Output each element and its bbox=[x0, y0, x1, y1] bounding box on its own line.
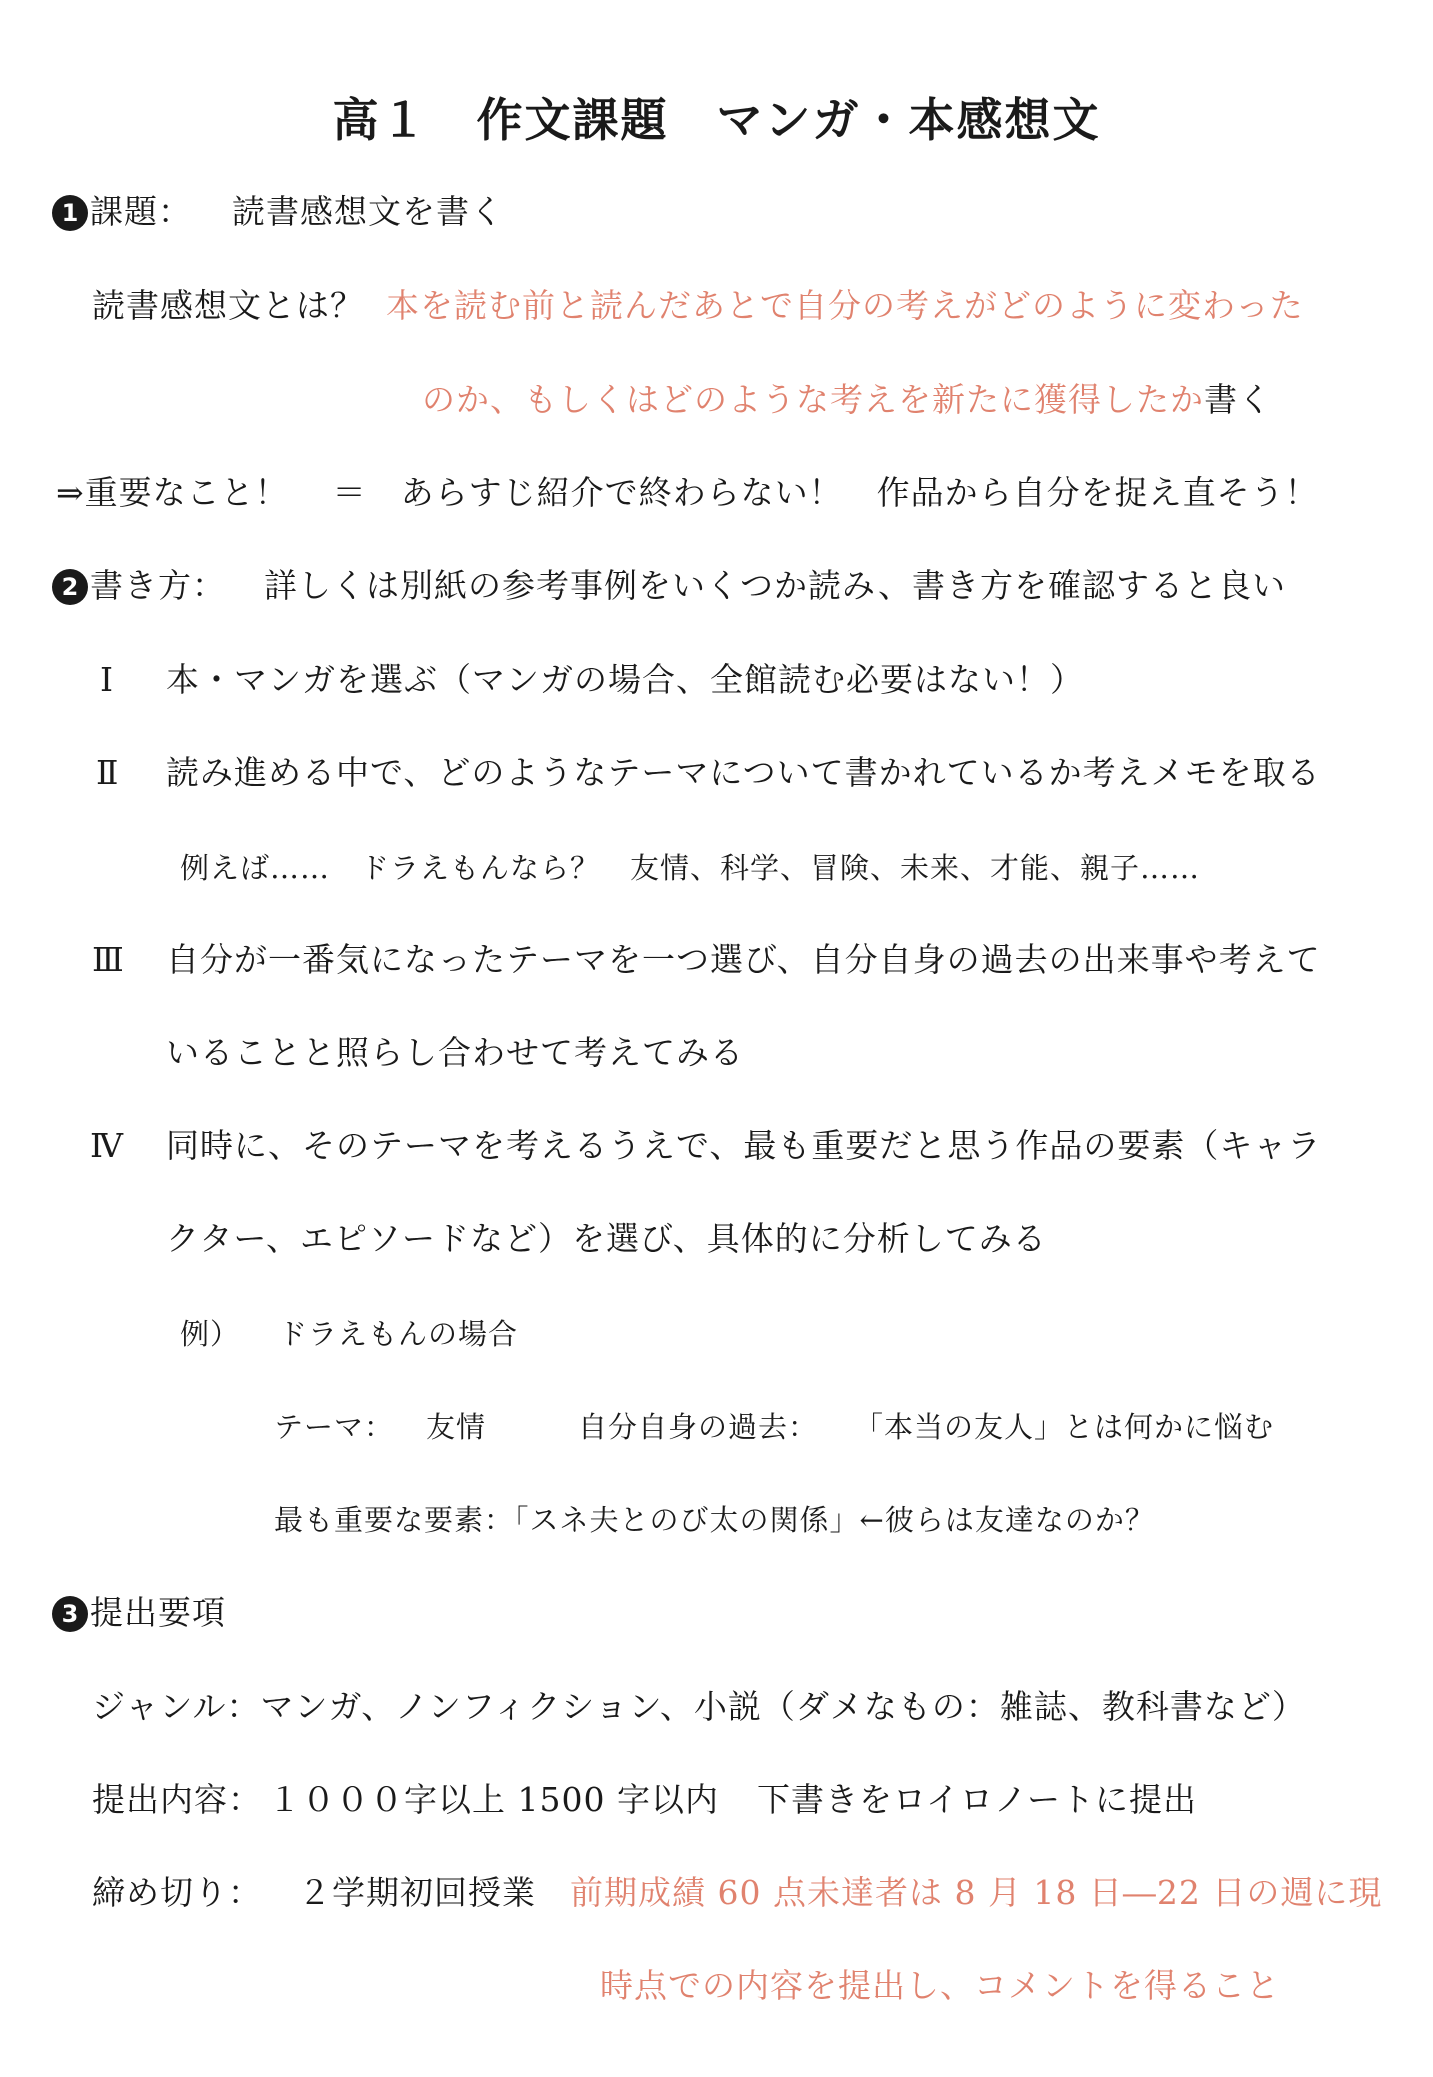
theme-value: 友情 bbox=[426, 1410, 487, 1444]
definition-line-1 bbox=[92, 286, 1304, 326]
step1-line bbox=[100, 660, 1084, 700]
important-1: あらすじ紹介で終わらない！ bbox=[400, 473, 843, 512]
step3-text-2: いることと照らし合わせて考えてみる bbox=[166, 1033, 744, 1072]
past-label: 自分自身の過去： bbox=[578, 1410, 819, 1444]
section2-number-badge: 2 bbox=[52, 569, 88, 605]
example-element-line bbox=[274, 1500, 1155, 1540]
example-label: 例） bbox=[180, 1317, 241, 1351]
important-eq: ＝ bbox=[332, 473, 367, 512]
step4-line-1 bbox=[90, 1126, 1321, 1166]
important-line bbox=[56, 473, 1319, 513]
content-label: 提出内容： bbox=[92, 1780, 262, 1819]
definition-line-2 bbox=[422, 380, 1272, 420]
deadline-value: ２学期初回授業 bbox=[298, 1873, 536, 1912]
step1-text: 本・マンガを選ぶ（マンガの場合、全館読む必要はない！） bbox=[166, 660, 1084, 699]
content-note: 下書きをロイロノートに提出 bbox=[756, 1780, 1197, 1819]
important-label: ⇒重要なこと！ bbox=[56, 473, 289, 512]
step1-number: Ⅰ bbox=[100, 660, 115, 699]
step2-line bbox=[96, 753, 1321, 793]
definition-red-2: のか、もしくはどのような考えを新たに獲得したか bbox=[422, 380, 1204, 419]
deadline-line-2 bbox=[600, 1966, 1280, 2006]
step4-number: Ⅳ bbox=[90, 1126, 124, 1165]
step4-line-2 bbox=[166, 1219, 1047, 1259]
step3-line-2 bbox=[166, 1033, 744, 1073]
section3-heading-line bbox=[52, 1593, 226, 1633]
important-2: 作品から自分を捉え直そう！ bbox=[876, 473, 1319, 512]
example-title: ドラえもんの場合 bbox=[278, 1317, 519, 1351]
step3-text-1: 自分が一番気になったテーマを一つ選び、自分自身の過去の出来事や考えて bbox=[166, 940, 1321, 979]
title-part-1: 高１ 作文課題 bbox=[332, 93, 669, 147]
definition-label: 読書感想文とは？ bbox=[92, 286, 364, 325]
section2-intro: 詳しくは別紙の参考事例をいくつか読み、書き方を確認すると良い bbox=[264, 566, 1286, 605]
section2-heading-line bbox=[52, 566, 1286, 606]
step4-text-2: クター、エピソードなど）を選び、具体的に分析してみる bbox=[166, 1219, 1047, 1258]
genre-label: ジャンル： bbox=[92, 1687, 261, 1726]
step2-example-line bbox=[180, 848, 1200, 888]
element-value: 「スネ夫とのび太の関係」←彼らは友達なのか？ bbox=[514, 1503, 1155, 1537]
step2-text: 読み進める中で、どのようなテーマについて書かれているか考えメモを取る bbox=[166, 753, 1321, 792]
element-label: 最も重要な要素： bbox=[274, 1503, 515, 1537]
theme-label: テーマ： bbox=[274, 1410, 395, 1444]
section1-number-badge: 1 bbox=[52, 195, 88, 231]
page-title bbox=[0, 92, 1433, 148]
section2-heading: 書き方： bbox=[90, 566, 226, 605]
deadline-red-2: 時点での内容を提出し、コメントを得ること bbox=[600, 1966, 1280, 2005]
definition-red-1: 本を読む前と読んだあとで自分の考えがどのように変わった bbox=[386, 286, 1304, 325]
section1-heading-line bbox=[52, 192, 504, 232]
section3-heading: 提出要項 bbox=[90, 1593, 226, 1632]
step4-text-1: 同時に、そのテーマを考えるうえで、最も重要だと思う作品の要素（キャラ bbox=[166, 1126, 1322, 1165]
deadline-red-1: 前期成績 60 点未達者は 8 月 18 日―22 日の週に現 bbox=[570, 1873, 1383, 1912]
step3-number: Ⅲ bbox=[92, 940, 125, 979]
step2-example-label: 例えば…… bbox=[180, 851, 331, 885]
step3-line-1 bbox=[92, 940, 1321, 980]
example-theme-line bbox=[274, 1407, 1274, 1447]
past-value: 「本当の友人」とは何かに悩む bbox=[854, 1410, 1275, 1444]
genre-value: マンガ、ノンフィクション、小説（ダメなもの：雑誌、教科書など） bbox=[260, 1687, 1306, 1726]
section1-heading: 課題： bbox=[90, 192, 192, 231]
step2-example-list: 友情、科学、冒険、未来、才能、親子…… bbox=[630, 851, 1201, 885]
section1-task: 読書感想文を書く bbox=[232, 192, 504, 231]
deadline-label: 締め切り： bbox=[92, 1873, 262, 1912]
content-value: １０００字以上 1500 字以内 bbox=[268, 1780, 719, 1819]
definition-tail: 書く bbox=[1204, 380, 1272, 419]
title-part-2: マンガ・本感想文 bbox=[716, 93, 1101, 147]
section3-number-badge: 3 bbox=[52, 1596, 88, 1632]
example-heading-line bbox=[180, 1314, 518, 1354]
step2-example-question: ドラえもんなら？ bbox=[360, 851, 601, 885]
deadline-line-1 bbox=[92, 1873, 1382, 1913]
content-line bbox=[92, 1780, 1197, 1820]
genre-line bbox=[92, 1687, 1306, 1727]
step2-number: Ⅱ bbox=[96, 753, 120, 792]
